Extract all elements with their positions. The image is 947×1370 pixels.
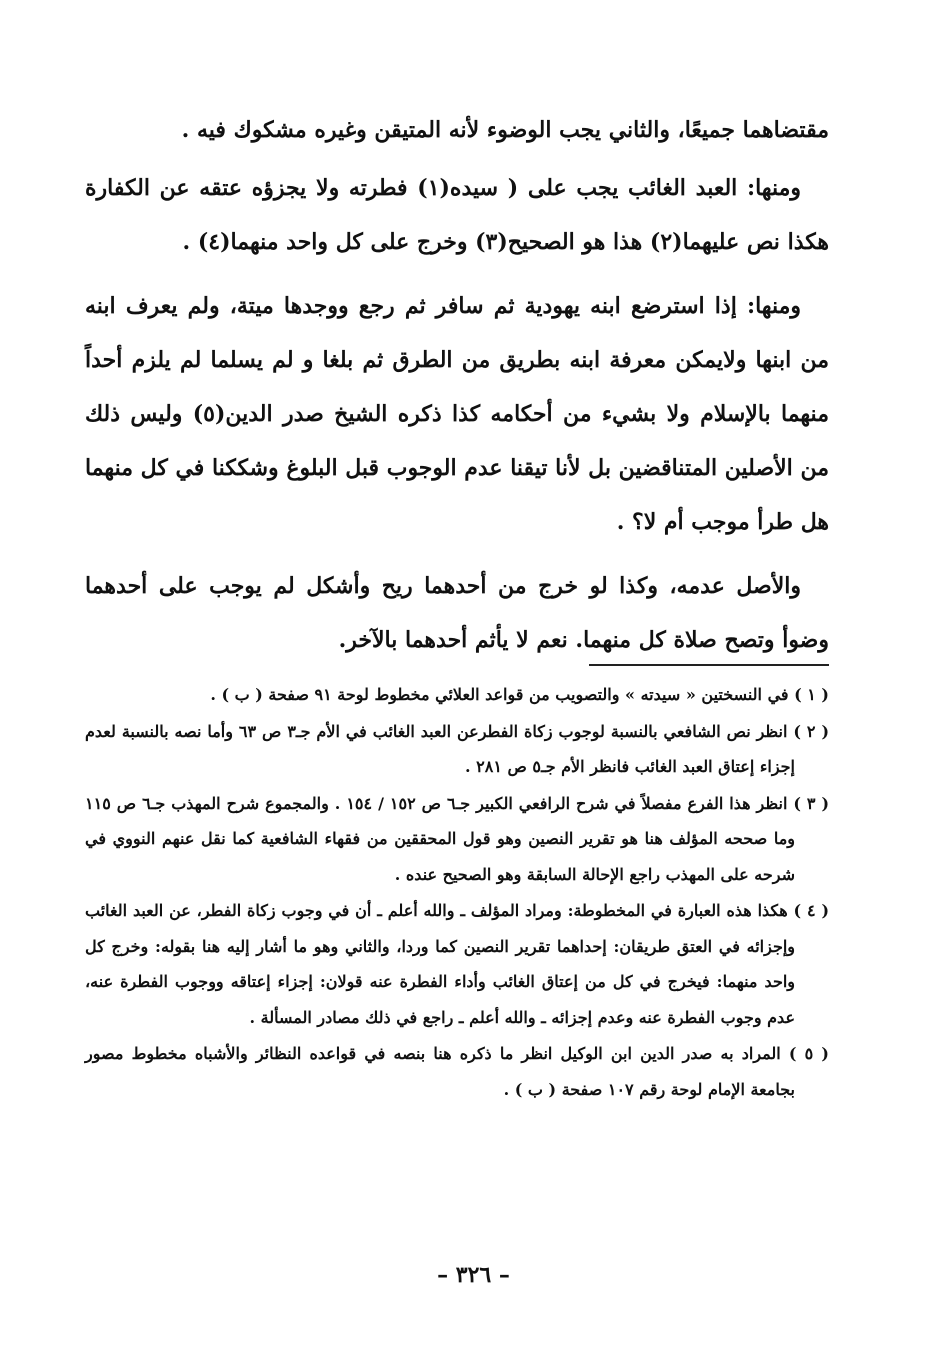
footnote-separator [589, 664, 829, 666]
footnote-2: ( ٢ ) انظر نص الشافعي بالنسبة لوجوب زكاة الفطرعن العبد الغائب في الأم جـ٣ ص ٦٣ وأما نصه بالنسبة لعدم إجزاء إعتاق العبد الغائب فانظر الأم جـ٥ ص ٢٨١ . [85, 721, 830, 776]
paragraph-absent-slave: ومنها: العبد الغائب يجب على ( سيده(١) فطرته ولا يجزؤه عتقه عن الكفارة هكذا نص عليهما(٢) هذا هو الصحيح(٣) وخرج على كل واحد منهما(٤) . [85, 175, 829, 255]
footnote-1: ( ١ ) في النسختين « سيدته » والتصويب من قواعد العلائي مخطوط لوحة ٩١ صفحة ( ب ) . [210, 685, 829, 704]
footnotes [85, 677, 829, 1108]
footnote-3: ( ٣ ) انظر هذا الفرع مفصلاً في شرح الرافعي الكبير جـ٦ ص ١٥٢ / ١٥٤ . والمجموع شرح المهذب جـ٦ ص ١١٥ وما صححه المؤلف هنا هو تقرير النصين وهو قول المحققين من فقهاء الشافعية كما نقل عنهم النووي في شرحه على المهذب راجع الإحالة السابقة وهو الصحيح عنده . [85, 793, 830, 884]
page-number: – ٣٢٦ – [437, 1262, 510, 1288]
footnote-5: ( ٥ ) المراد به صدر الدين ابن الوكيل انظر ما ذكره هنا بنصه في قواعده النظائر والأشباه مخطوط مصور بجامعة الإمام لوحة رقم ١٠٧ صفحة ( ب ) . [85, 1044, 830, 1099]
paragraph-wet-nurse: ومنها: إذا استرضع ابنه يهودية ثم سافر ثم رجع ووجدها ميتة، ولم يعرف ابنه من ابنها ولايمكن معرفة ابنه بطريق من الطرق ثم بلغا و لم يسلما لم يلزم أحداً منهما بالإسلام ولا بشيء من أحكامه كذا ذكره الشيخ صدر الدين(٥) وليس ذلك من الأصلين المتناقضين بل لأنا تيقنا عدم الوجوب قبل البلوغ وشككنا في كل منهما هل طرأ موجب أم لا؟ . [85, 293, 829, 535]
paragraph-origin-absence: والأصل عدمه، وكذا لو خرج من أحدهما ريح وأشكل لم يوجب على أحدهما وضوأ وتصح صلاة كل منهما. نعم لا يأثم أحدهما بالآخر. [85, 573, 829, 653]
main-text [85, 103, 829, 677]
footnote-4: ( ٤ ) هكذا هذه العبارة في المخطوطة: ومراد المؤلف ـ والله أعلم ـ أن في وجوب زكاة الفطر، عن العبد الغائب وإجزائه في العتق طريقان: إحداهما تقرير النصين كما وردا، والثاني وهو ما أشار إليه هنا بقوله: وخرج كل واحد منهما: فيخرج في كل من إعتاق الغائب وأداء الفطرة عنه قولان: إجزاء إعتاقه ووجوب الفطرة عنه، عدم وجوب الفطرة عنه وعدم إجزائه ـ والله أعلم ـ راجع في ذلك مصادر المسألة . [85, 901, 830, 1027]
continuation-line: مقتضاهما جميعًا، والثاني يجب الوضوء لأنه المتيقن وغيره مشكوك فيه . [181, 117, 829, 143]
